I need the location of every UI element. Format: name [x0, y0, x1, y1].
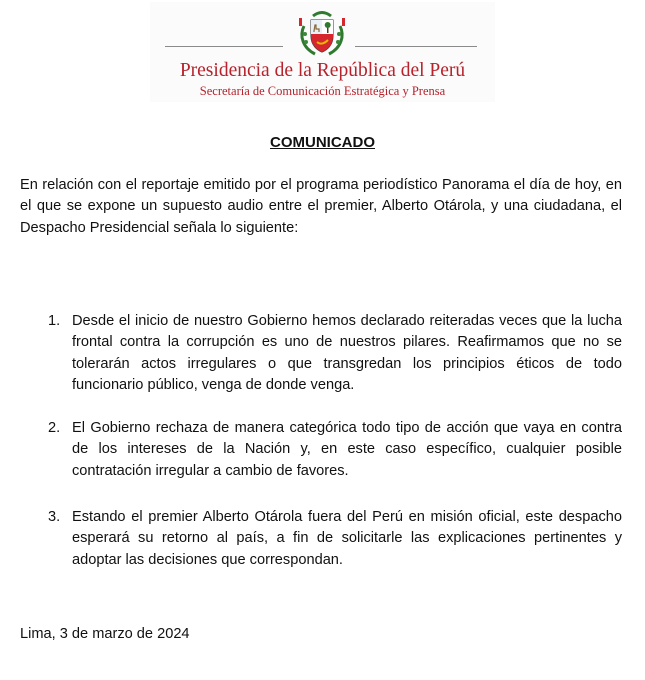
header-rule-right [355, 46, 477, 47]
list-item-number: 3. [48, 509, 61, 525]
header-rule-left [165, 46, 283, 47]
department-name: Secretaría de Comunicación Estratégica y Prensa [199, 84, 446, 98]
document-title: COMUNICADO [270, 134, 375, 151]
coat-of-arms-icon [295, 8, 349, 58]
organization-name: Presidencia de la República del Perú [179, 60, 466, 81]
list-item-number: 2. [48, 420, 61, 436]
intro-paragraph: En relación con el reportaje emitido por el programa periodístico Panorama el día de hoy, en el que se expone un supuesto audio entre el premier, Alberto Otárola, y una ciudadana, el Despacho Presidencial señala lo siguiente: [20, 177, 622, 236]
list-item-text: Estando el premier Alberto Otárola fuera del Perú en misión oficial, este despacho esperará su retorno al país, a fin de solicitarle las explicaciones pertinentes y adoptar las decisiones que correspondan. [72, 509, 622, 568]
place-date: Lima, 3 de marzo de 2024 [20, 626, 190, 642]
list-item-text: Desde el inicio de nuestro Gobierno hemos declarado reiteradas veces que la lucha frontal contra la corrupción es uno de nuestros pilares. Reafirmamos que no se tolerarán actos irregulares o que transgredan los principios éticos de todo funcionario público, venga de donde venga. [72, 313, 622, 393]
list-item-text: El Gobierno rechaza de manera categórica todo tipo de acción que vaya en contra de los intereses de la Nación y, en este caso específico, cualquier posible contratación irregular a cambio de favores. [72, 420, 622, 479]
letterhead [150, 2, 495, 102]
list-item-number: 1. [48, 313, 61, 329]
